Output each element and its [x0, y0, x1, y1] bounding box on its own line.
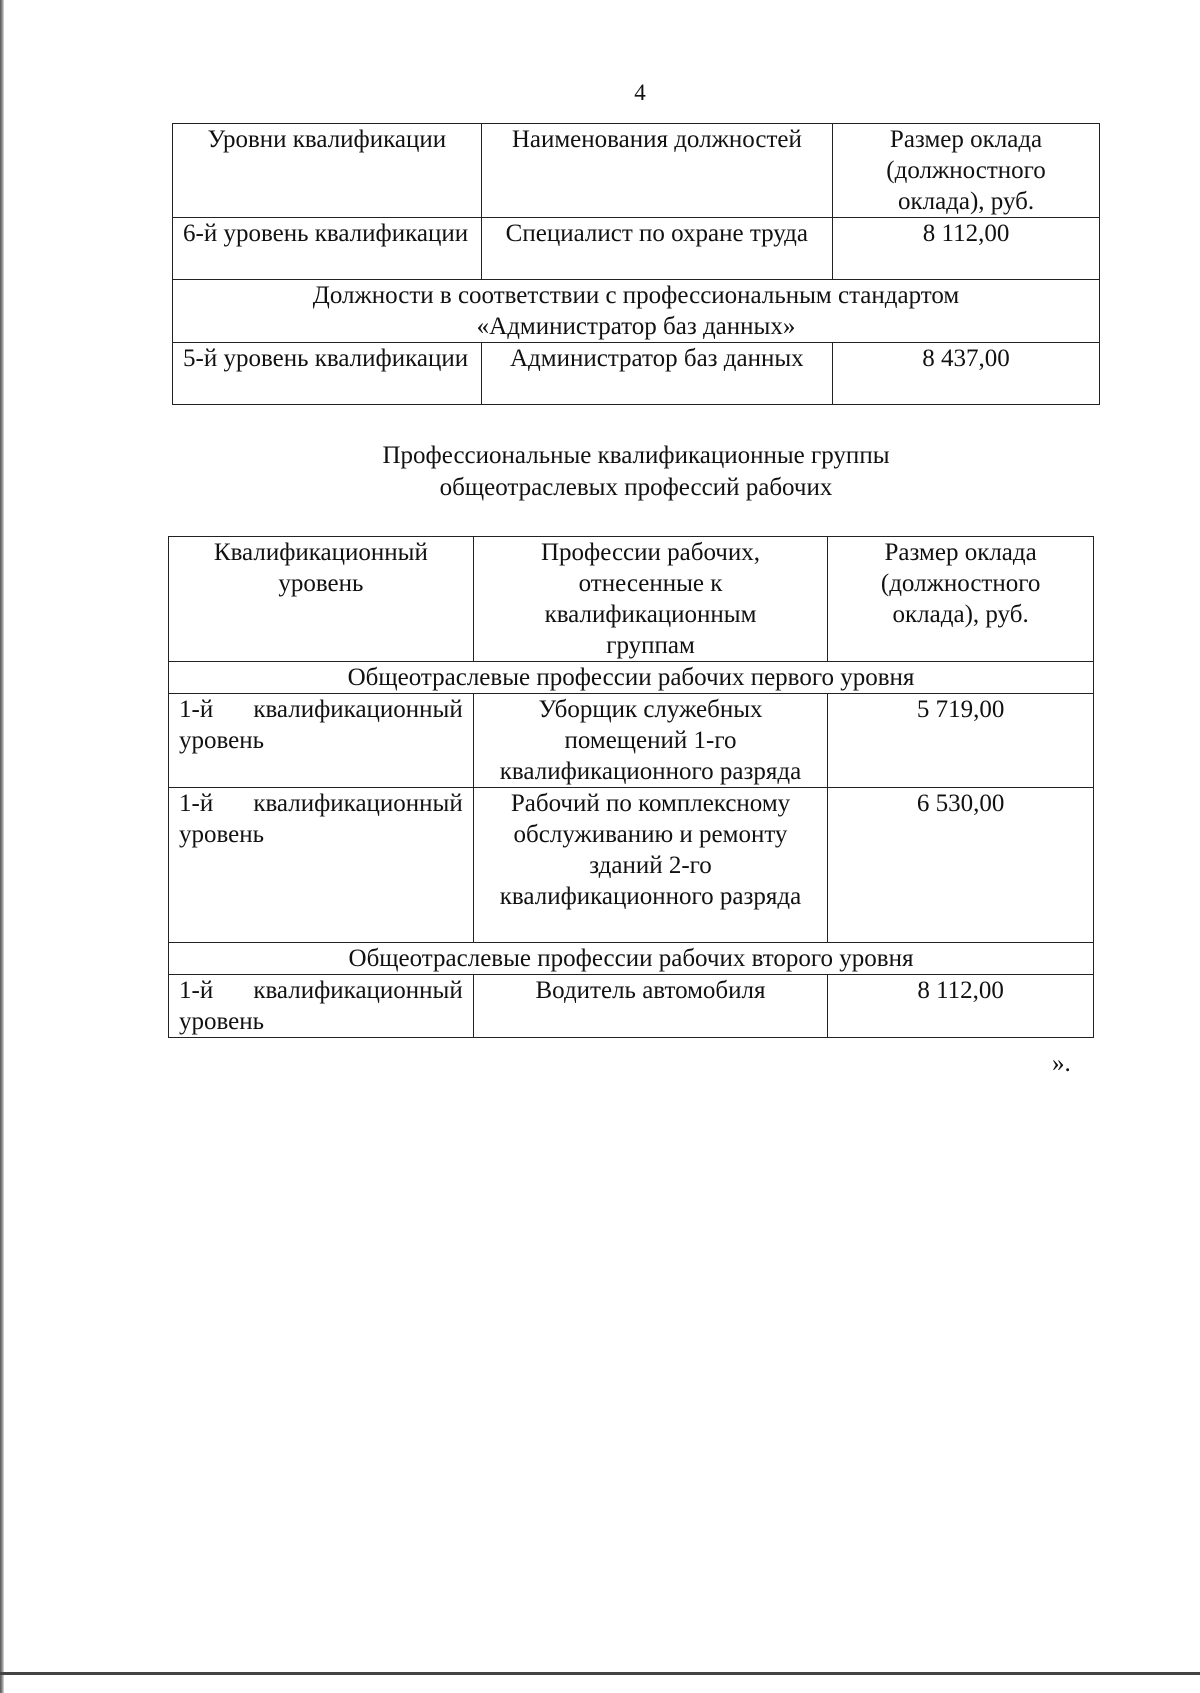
closing-quote-mark: ». [1052, 1050, 1071, 1077]
group-row [169, 943, 1094, 975]
level-cell: 1-й квалификационный уровень [169, 788, 474, 943]
salary-cell: 8 437,00 [833, 343, 1100, 405]
section-title [173, 280, 1100, 343]
header-cell: Профессии рабочих, отнесенные к квалификационным группам [473, 537, 828, 662]
header-cell: Размер оклада (должностного оклада), руб. [833, 124, 1100, 218]
table-header-row [173, 124, 1100, 218]
profession-cell: Водитель автомобиля [473, 975, 828, 1038]
position-cell: Администратор баз данных [481, 343, 833, 405]
table-row [169, 694, 1094, 788]
level-cell: 1-й квалификационный уровень [169, 694, 474, 788]
salary-cell: 5 719,00 [828, 694, 1094, 788]
scan-edge-bottom [0, 1672, 1200, 1675]
level-cell: 5-й уровень квалификации [173, 343, 482, 405]
section-heading [172, 440, 1100, 504]
position-cell: Специалист по охране труда [481, 218, 833, 280]
professions-table [168, 536, 1094, 1038]
level-cell: 1-й квалификационный уровень [169, 975, 474, 1038]
group-row [169, 662, 1094, 694]
level-cell: 6-й уровень квалификации [173, 218, 482, 280]
section-heading-line: общеотраслевых профессий рабочих [439, 474, 833, 501]
table-row [169, 975, 1094, 1038]
header-cell: Уровни квалификации [173, 124, 482, 218]
section-row [173, 280, 1100, 343]
table-header-row [169, 537, 1094, 662]
table-row [173, 343, 1100, 405]
positions-table [172, 123, 1100, 405]
salary-cell: 6 530,00 [828, 788, 1094, 943]
section-heading-line: Профессиональные квалификационные группы [382, 442, 890, 469]
header-cell: Размер оклада (должностного оклада), руб. [828, 537, 1094, 662]
group-title: Общеотраслевые профессии рабочих второго уровня [169, 943, 1094, 975]
section-title-line: Должности в соответствии с профессиональным стандартом [312, 282, 960, 309]
salary-cell: 8 112,00 [833, 218, 1100, 280]
table-row [169, 788, 1094, 943]
section-title-line: «Администратор баз данных» [476, 313, 796, 340]
table-row [173, 218, 1100, 280]
page-number: 4 [634, 80, 646, 105]
header-cell: Квалификационный уровень [169, 537, 474, 662]
header-cell: Наименования должностей [481, 124, 833, 218]
salary-cell: 8 112,00 [828, 975, 1094, 1038]
group-title: Общеотраслевые профессии рабочих первого уровня [169, 662, 1094, 694]
profession-cell: Уборщик служебных помещений 1-го квалификационного разряда [473, 694, 828, 788]
scan-edge-left [0, 0, 4, 1693]
profession-cell: Рабочий по комплексному обслуживанию и ремонту зданий 2-го квалификационного разряда [473, 788, 828, 943]
